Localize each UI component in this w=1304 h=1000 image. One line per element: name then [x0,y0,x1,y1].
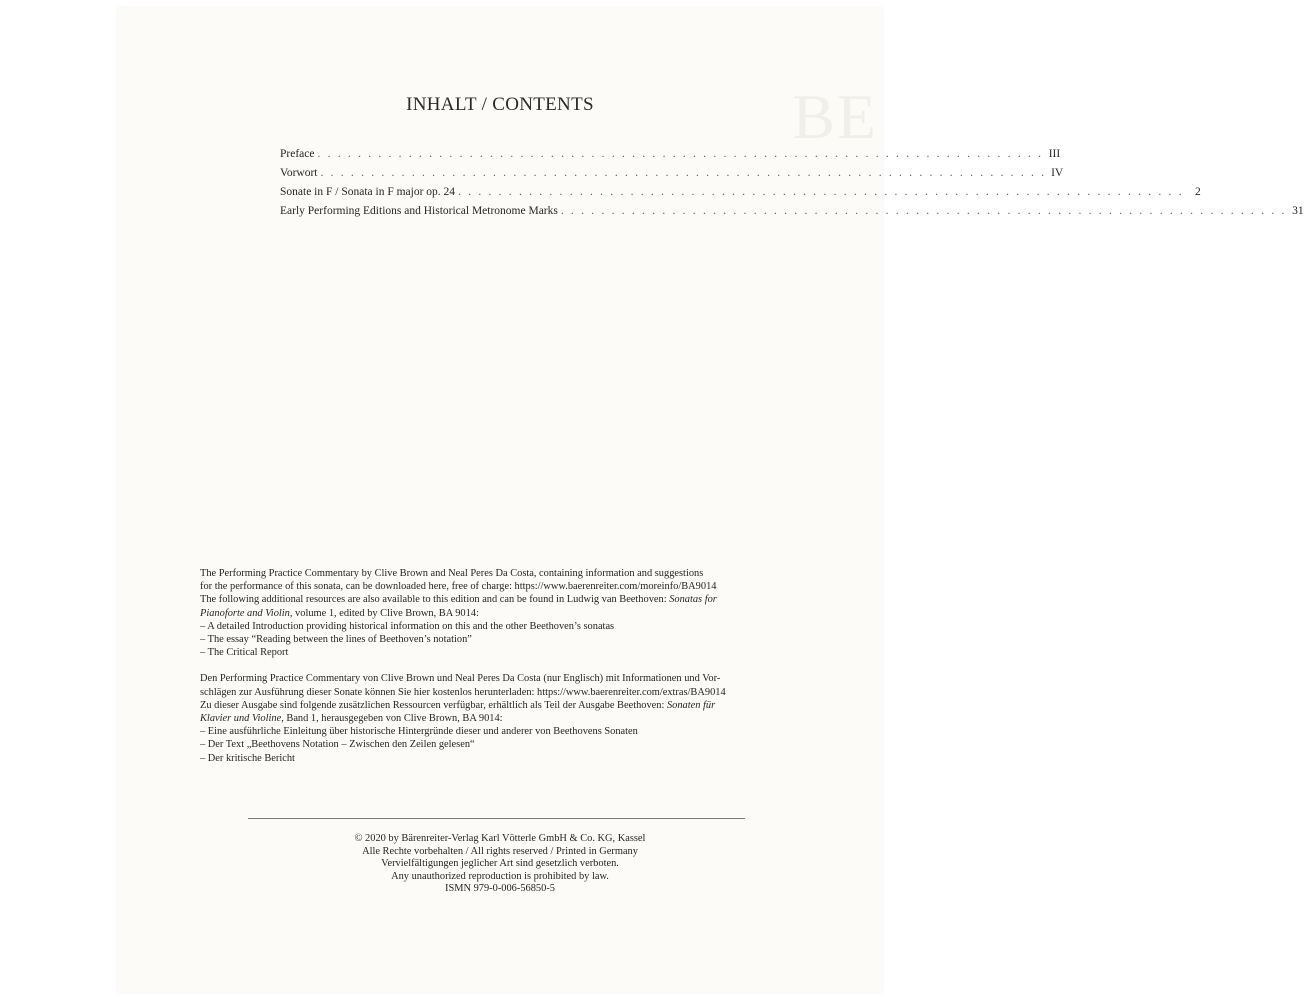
note-text: The following additional resources are also available to this edition and can be found in Ludwig van Beethoven: [200,594,670,606]
note-text: Zu dieser Ausgabe sind folgende zusätzlichen Ressourcen verfügbar, erhältlich als Teil der Ausgabe Beethoven: [200,699,667,711]
note-title-italic: Pianoforte and Violin [200,607,290,619]
note-de-line: Den Performing Practice Commentary von Clive Brown und Neal Peres Da Costa (nur Englisch) mit Informationen und Vor- [200,673,721,685]
toc-page-number: 2 [1195,186,1201,198]
note-title-italic: Sonatas for [669,594,717,606]
note-title-italic: Klavier und Violine [200,713,282,725]
table-of-contents [280,145,1304,221]
toc-entry-early-editions[interactable] [280,202,1304,221]
note-en-line [200,607,840,620]
note-de-item: – Der kritische Bericht [200,752,295,764]
toc-entry-label: Sonate in F / Sonata in F major op. 24 [280,186,456,198]
toc-page-number: 31 [1292,205,1304,217]
toc-entry-label: Preface [280,148,315,160]
copyright-line: Vervielfältigungen jeglicher Art sind gesetzlich verboten. [381,858,619,870]
note-de-line [200,699,840,712]
toc-leader-dots: . . . . . . . . . . . . . . . . . . . . . . . . . . . . . . . . . . . . . . . . . . . . . . . . . . . . . . . . . . . . . . . . . . . . . . . . [320,167,1047,179]
show-through-watermark: BE [792,81,878,152]
note-title-italic: Sonaten für [666,699,716,711]
toc-page-number: IV [1051,167,1064,179]
toc-entry-vorwort[interactable] [280,164,1064,183]
toc-leader-dots: . . . . . . . . . . . . . . . . . . . . . . . . . . . . . . . . . . . . . . . . . . . . . . . . . . . . . . . . . . . . . . . . . . . . . . . . [317,148,1044,160]
note-text: , volume 1, edited by Clive Brown, BA 9014: [289,607,479,619]
note-en-line [200,593,840,606]
note-de-line [200,712,840,725]
resources-notes [200,567,840,765]
copyright-line: © 2020 by Bärenreiter-Verlag Karl Vötterle GmbH & Co. KG, Kassel [354,833,646,844]
note-de-item: – Eine ausführliche Einleitung über historische Hintergründe dieser und anderer von Beethovens Sonaten [200,726,638,738]
note-en-item: – A detailed Introduction providing historical information on this and the other Beethoven’s sonatas [200,620,615,632]
divider-rule [248,818,745,819]
toc-leader-dots: . . . . . . . . . . . . . . . . . . . . . . . . . . . . . . . . . . . . . . . . . . . . . . . . . . . . . . . . . . . . . . . . . . . . . . . . [560,205,1287,217]
note-text: , Band 1, herausgegeben von Clive Brown, BA 9014: [281,713,503,725]
note-en-item: – The essay “Reading between the lines of Beethoven’s notation” [200,634,472,646]
document-page [118,8,1304,992]
note-en-line: The Performing Practice Commentary by Clive Brown and Neal Peres Da Costa, containing information and suggestions [200,568,704,579]
note-en-item: – The Critical Report [200,647,289,659]
toc-entry-label: Early Performing Editions and Historical Metronome Marks [280,205,558,217]
isbn-line: ISMN 979-0-006-56850-5 [445,883,555,895]
copyright-line: Any unauthorized reproduction is prohibited by law. [391,870,609,882]
copyright-line: Alle Rechte vorbehalten / All rights reserved / Printed in Germany [362,845,638,857]
paragraph-gap [200,659,840,672]
toc-entry-preface[interactable] [280,145,1061,164]
page-title: INHALT / CONTENTS [406,94,594,115]
note-de-item: – Der Text „Beethovens Notation – Zwischen den Zeilen gelesen“ [200,739,475,751]
toc-page-number: III [1048,148,1061,160]
copyright-block [118,833,882,896]
note-de-line: schlägen zur Ausführung dieser Sonate können Sie hier kostenlos herunterladen: https://www.baerenreiter.com/extras/BA9014 [200,686,726,698]
toc-entry-label: Vorwort [280,167,318,179]
toc-leader-dots: . . . . . . . . . . . . . . . . . . . . . . . . . . . . . . . . . . . . . . . . . . . . . . . . . . . . . . . . . . . . . . . . . . . . . . . . [458,186,1184,198]
note-en-line: for the performance of this sonata, can be downloaded here, free of charge: https://www.baerenreiter.com/moreinfo/BA9014 [200,581,717,593]
toc-entry-sonata[interactable] [280,183,1201,202]
